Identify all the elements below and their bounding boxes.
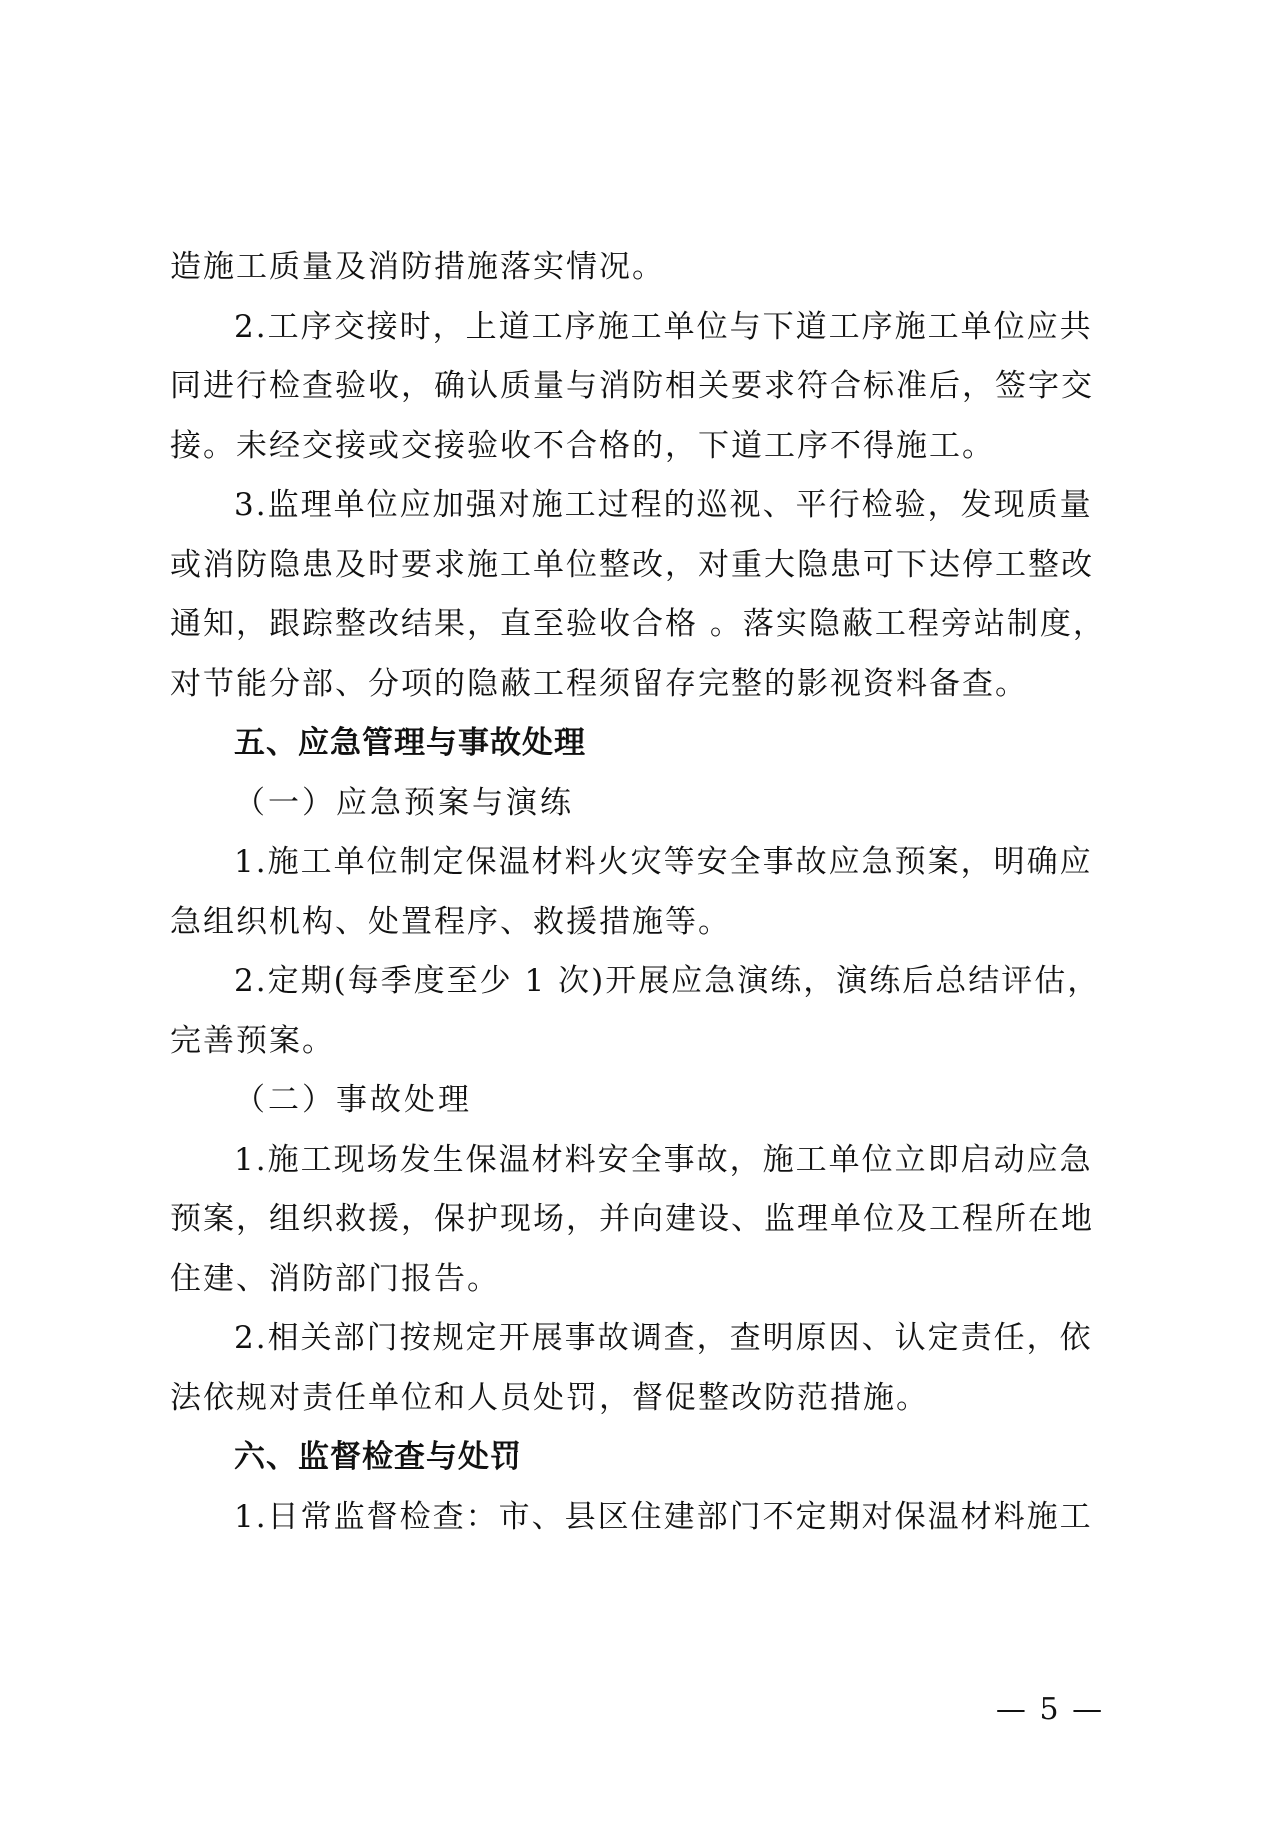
paragraph-line: 同进行检查验收，确认质量与消防相关要求符合标准后，签字交: [170, 368, 1094, 404]
paragraph-line: 1.施工单位制定保温材料火灾等安全事故应急预案，明确应: [234, 844, 1093, 880]
paragraph-line: 通知，跟踪整改结果，直至验收合格 。落实隐蔽工程旁站制度，: [170, 606, 1106, 642]
paragraph-line: 接。未经交接或交接验收不合格的，下道工序不得施工。: [170, 427, 995, 464]
subsection-heading: （二）事故处理: [234, 1082, 472, 1118]
paragraph-line: 对节能分部、分项的隐蔽工程须留存完整的影视资料备查。: [170, 665, 1028, 702]
paragraph-line: 3.监理单位应加强对施工过程的巡视、平行检验，发现质量: [234, 487, 1093, 523]
document-body: [170, 238, 1130, 1547]
paragraph-line: 急组织机构、处置程序、救援措施等。: [170, 903, 731, 940]
paragraph-line: 1.日常监督检查：市、县区住建部门不定期对保温材料施工: [234, 1498, 1093, 1535]
paragraph-line: 住建、消防部门报告。: [170, 1260, 500, 1297]
section-heading: 五、应急管理与事故处理: [234, 725, 586, 761]
subsection-heading: （一）应急预案与演练: [234, 784, 574, 821]
paragraph-line: 2.相关部门按规定开展事故调查，查明原因、认定责任，依: [234, 1320, 1093, 1356]
page-number: — 5 —: [995, 1692, 1105, 1727]
paragraph-line: 法依规对责任单位和人员处罚，督促整改防范措施。: [170, 1379, 929, 1416]
paragraph-line: 造施工质量及消防措施落实情况。: [170, 249, 665, 285]
paragraph-line: 1.施工现场发生保温材料安全事故，施工单位立即启动应急: [234, 1141, 1093, 1178]
paragraph-line: 或消防隐患及时要求施工单位整改，对重大隐患可下达停工整改: [170, 546, 1094, 583]
section-heading: 六、监督检查与处罚: [234, 1439, 522, 1475]
paragraph-line: 完善预案。: [170, 1022, 335, 1059]
paragraph-line: 预案，组织救援，保护现场，并向建设、监理单位及工程所在地: [170, 1201, 1094, 1237]
paragraph-line: 2.工序交接时，上道工序施工单位与下道工序施工单位应共: [234, 308, 1093, 345]
paragraph-line: 2.定期(每季度至少 1 次)开展应急演练，演练后总结评估，: [234, 963, 1101, 999]
